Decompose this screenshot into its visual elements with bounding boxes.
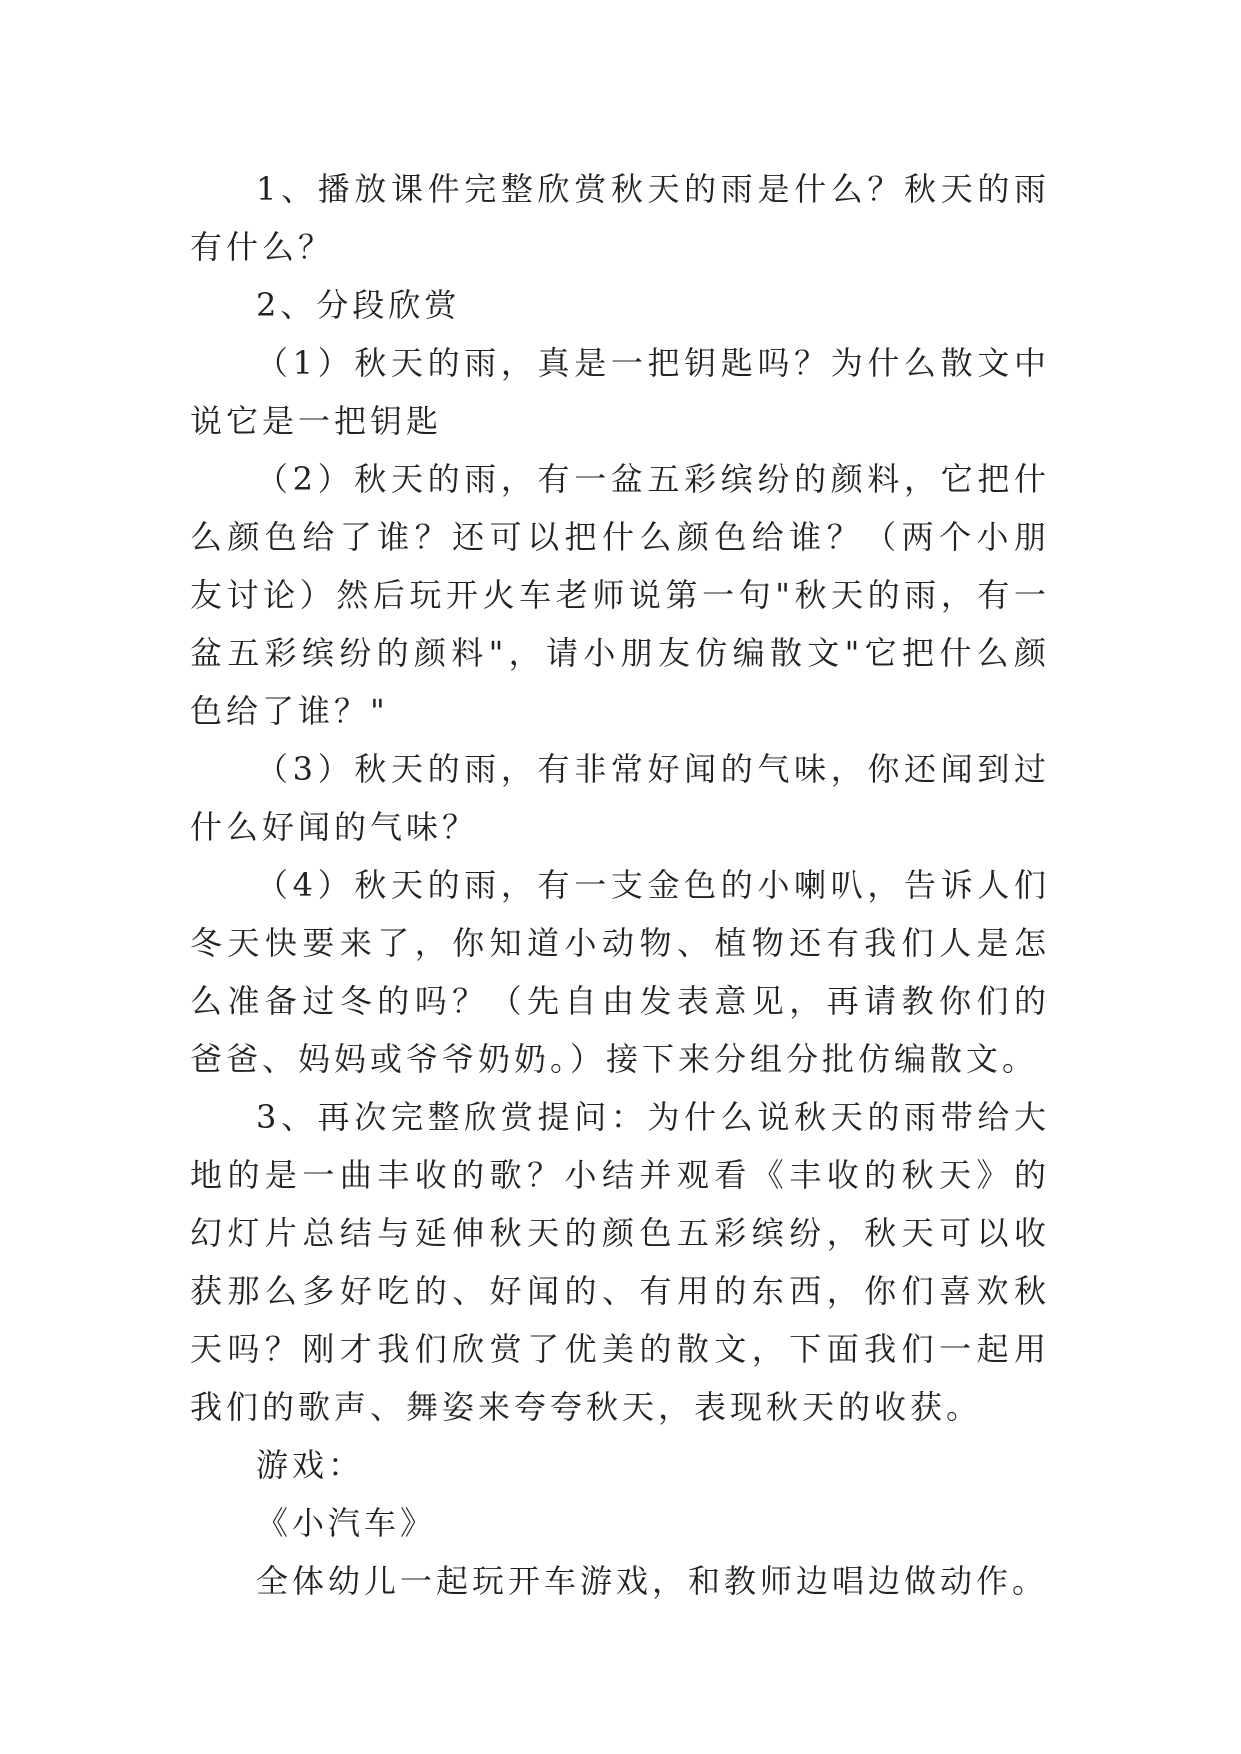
paragraph-step-2: 2、分段欣赏 — [256, 286, 461, 324]
paragraph-sub-4: （4）秋天的雨，有一支金色的小喇叭，告诉人们冬天快要来了，你知道小动物、植物还有我们人是怎么准备过冬的吗？（先自由发表意见，再请教你们的爸爸、妈妈或爷爷奶奶。）接下来分组分批仿编散文。 — [190, 866, 1050, 1078]
paragraph-sub-1: （1）秋天的雨，真是一把钥匙吗？为什么散文中说它是一把钥匙 — [190, 344, 1050, 440]
paragraph-game-heading: 游戏： — [256, 1446, 365, 1484]
paragraph-game-description: 全体幼儿一起玩开车游戏，和教师边唱边做动作。 — [256, 1562, 1049, 1600]
paragraph-step-1: 1、播放课件完整欣赏秋天的雨是什么？秋天的雨有什么？ — [190, 170, 1050, 266]
paragraph-sub-2: （2）秋天的雨，有一盆五彩缤纷的颜料，它把什么颜色给了谁？还可以把什么颜色给谁？（两个小朋友讨论）然后玩开火车老师说第一句"秋天的雨，有一盆五彩缤纷的颜料"，请小朋友仿编散文"它把什么颜色给了谁？" — [190, 460, 1050, 730]
document-body — [190, 160, 1050, 1610]
paragraph-step-3: 3、再次完整欣赏提问：为什么说秋天的雨带给大地的是一曲丰收的歌？小结并观看《丰收的秋天》的幻灯片总结与延伸秋天的颜色五彩缤纷，秋天可以收获那么多好吃的、好闻的、有用的东西，你们喜欢秋天吗？刚才我们欣赏了优美的散文，下面我们一起用我们的歌声、舞姿来夸夸秋天，表现秋天的收获。 — [190, 1098, 1050, 1426]
paragraph-sub-3: （3）秋天的雨，有非常好闻的气味，你还闻到过什么好闻的气味？ — [190, 750, 1050, 846]
paragraph-game-title: 《小汽车》 — [256, 1504, 437, 1542]
